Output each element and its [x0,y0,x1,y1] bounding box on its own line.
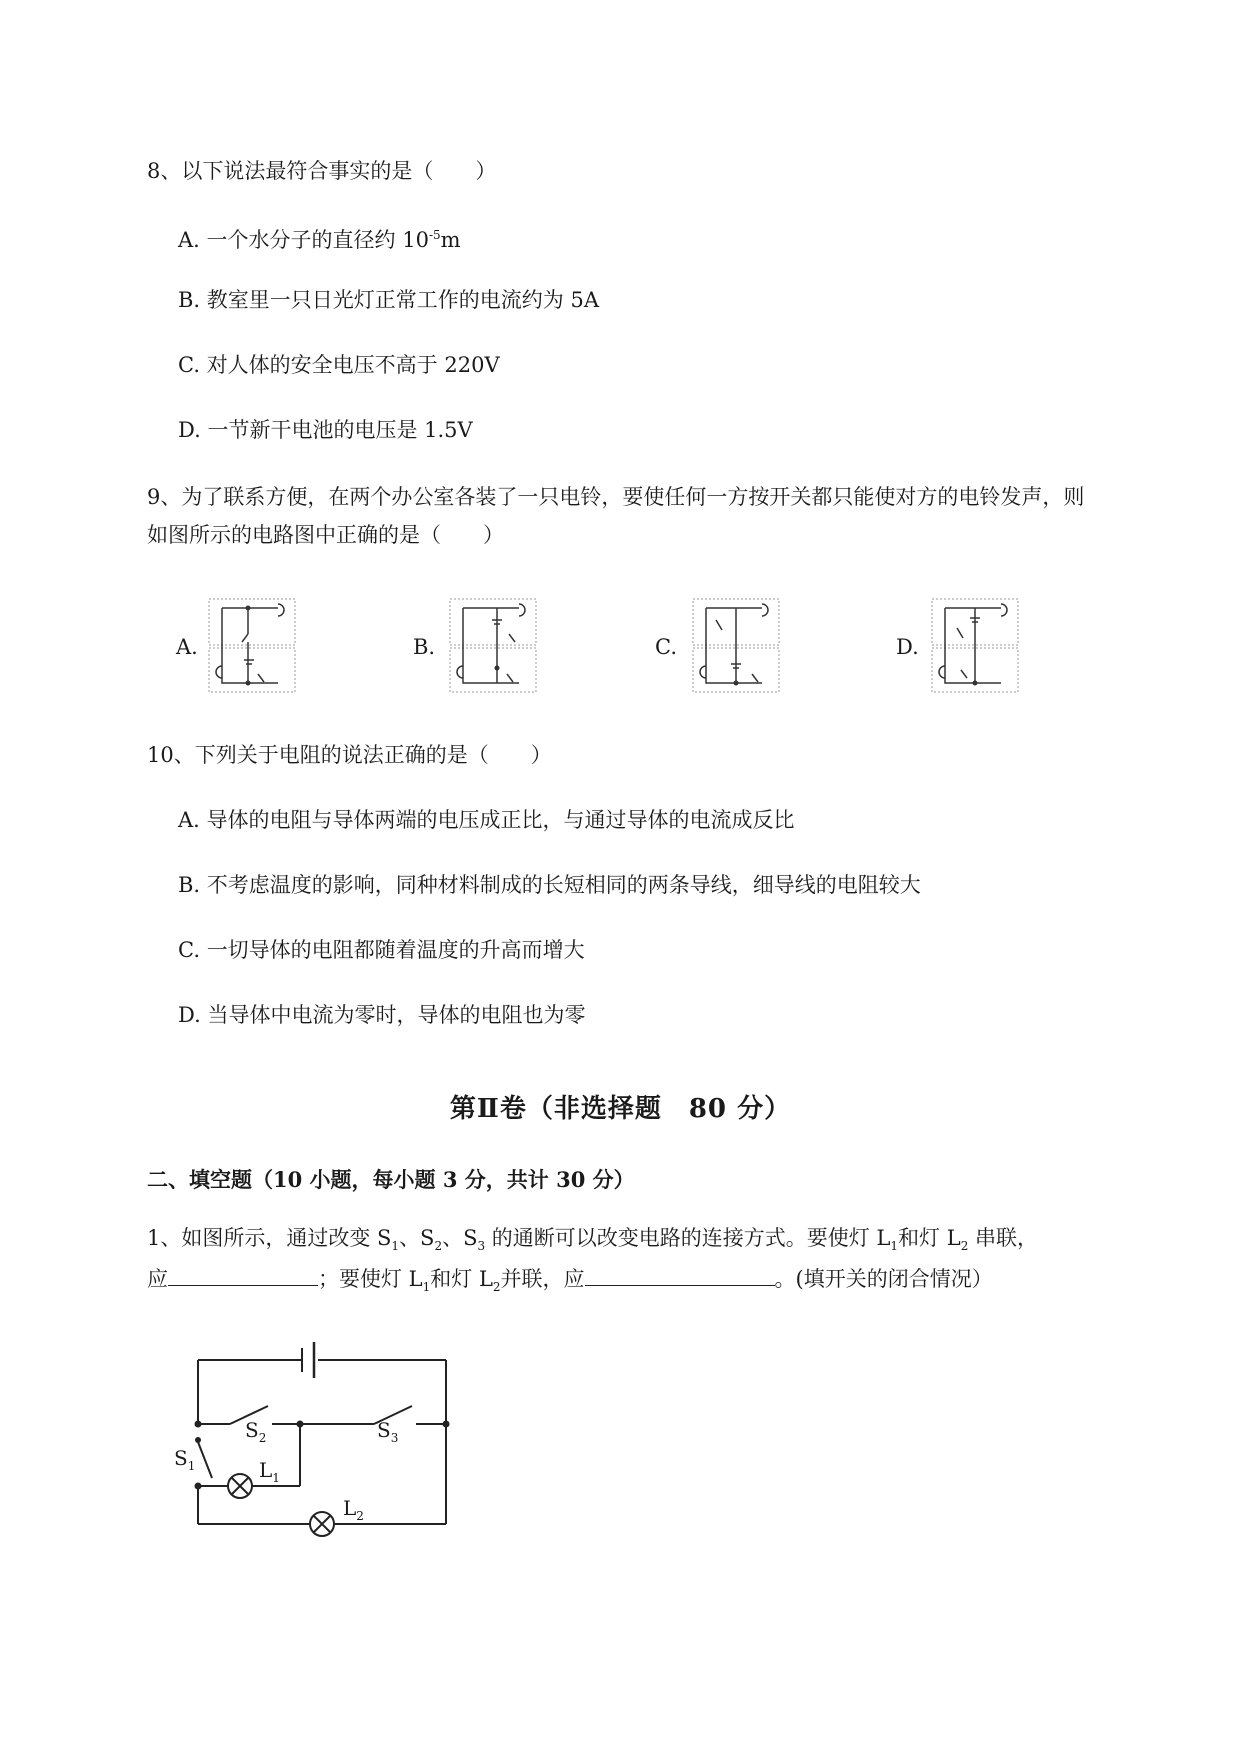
text: 、S [442,1226,478,1250]
subscript: 2 [492,1280,501,1295]
option-text: 一个水分子的直径约 10 [206,228,429,252]
q10-option-d [178,1000,585,1030]
option-text: 对人体的安全电压不高于 220V [206,353,500,377]
q9-stem-line2: 如图所示的电路图中正确的是（ ） [147,523,504,547]
q8-option-c [178,350,500,380]
q9-stem-line1: 9、为了联系方便，在两个办公室各装了一只电铃，要使任何一方按开关都只能使对方的电铃发声，则 [147,485,1085,509]
answer-blank-2[interactable] [585,1263,775,1286]
text: 和灯 L [898,1226,961,1250]
option-letter: C. [178,938,200,962]
option-letter: C. [178,353,200,377]
subscript: 1 [391,1239,400,1254]
subscript: 1 [890,1239,899,1254]
fill1-line2 [147,1263,993,1302]
q9-circuit-d [931,598,1021,694]
option-letter: D. [178,1003,201,1027]
q9-option-c-letter: C. [655,635,677,659]
option-text: 导体的电阻与导体两端的电压成正比，与通过导体的电流成反比 [206,808,795,832]
label-l1: $L_1$ [259,1458,280,1485]
answer-blank-1[interactable] [168,1263,318,1286]
option-letter: D. [178,418,201,442]
text: 的通断可以改变电路的连接方式。要使灯 L [485,1226,891,1250]
option-letter: B. [178,873,201,897]
q10-option-c [178,935,585,965]
q9-circuit-c [692,598,782,694]
q9-option-d-letter: D. [896,635,919,659]
subscript: 2 [434,1239,443,1254]
option-letter: A. [178,228,200,252]
label-s3: $S_3$ [377,1418,399,1445]
q9-circuit-a [208,598,298,694]
q10-stem: 10、下列关于电阻的说法正确的是（ ） [147,743,552,767]
q9-option-b-letter: B. [413,635,436,659]
part2-heading: 第Ⅱ卷（非选择题 80 分） [449,1094,792,1124]
q9-circuit-b [449,598,539,694]
subscript: 1 [422,1280,431,1295]
exponent: -5 [428,228,441,242]
text: 应 [147,1267,168,1291]
text: 并联，应 [500,1267,585,1291]
q8-option-a [178,220,461,255]
text: 。(填开关的闭合情况） [774,1267,993,1291]
section2-heading: 二、填空题（10 小题，每小题 3 分，共计 30 分） [147,1167,635,1192]
text: 1、如图所示，通过改变 S [147,1226,392,1250]
text: 串联， [968,1226,1039,1250]
text: 和灯 L [430,1267,493,1291]
label-s1: $S_1$ [174,1446,196,1473]
label-l2: $L_2$ [343,1496,364,1523]
option-text: 教室里一只日光灯正常工作的电流约为 5A [206,288,599,312]
subscript: 3 [477,1239,486,1254]
option-text: 当导体中电流为零时，导体的电阻也为零 [207,1003,586,1027]
option-text: 不考虑温度的影响，同种材料制成的长短相同的两条导线，细导线的电阻较大 [206,873,921,897]
option-letter: A. [178,808,200,832]
option-letter: B. [178,288,201,312]
q8-option-d [178,415,473,445]
text: ；要使灯 L [318,1267,423,1291]
option-text: 一切导体的电阻都随着温度的升高而增大 [206,938,585,962]
q10-option-a [178,805,795,835]
text: 、S [399,1226,435,1250]
q9-option-a-letter: A. [176,635,198,659]
q10-option-b [178,870,921,900]
q8-option-b [178,285,599,315]
unit: m [440,228,461,252]
subscript: 2 [960,1239,969,1254]
fill1-line1 [147,1223,1038,1261]
q8-stem: 8、以下说法最符合事实的是（ ） [147,159,497,183]
option-text: 一节新干电池的电压是 1.5V [207,418,473,442]
label-s2: $S_2$ [245,1418,267,1445]
fill1-circuit-diagram [160,1340,460,1540]
